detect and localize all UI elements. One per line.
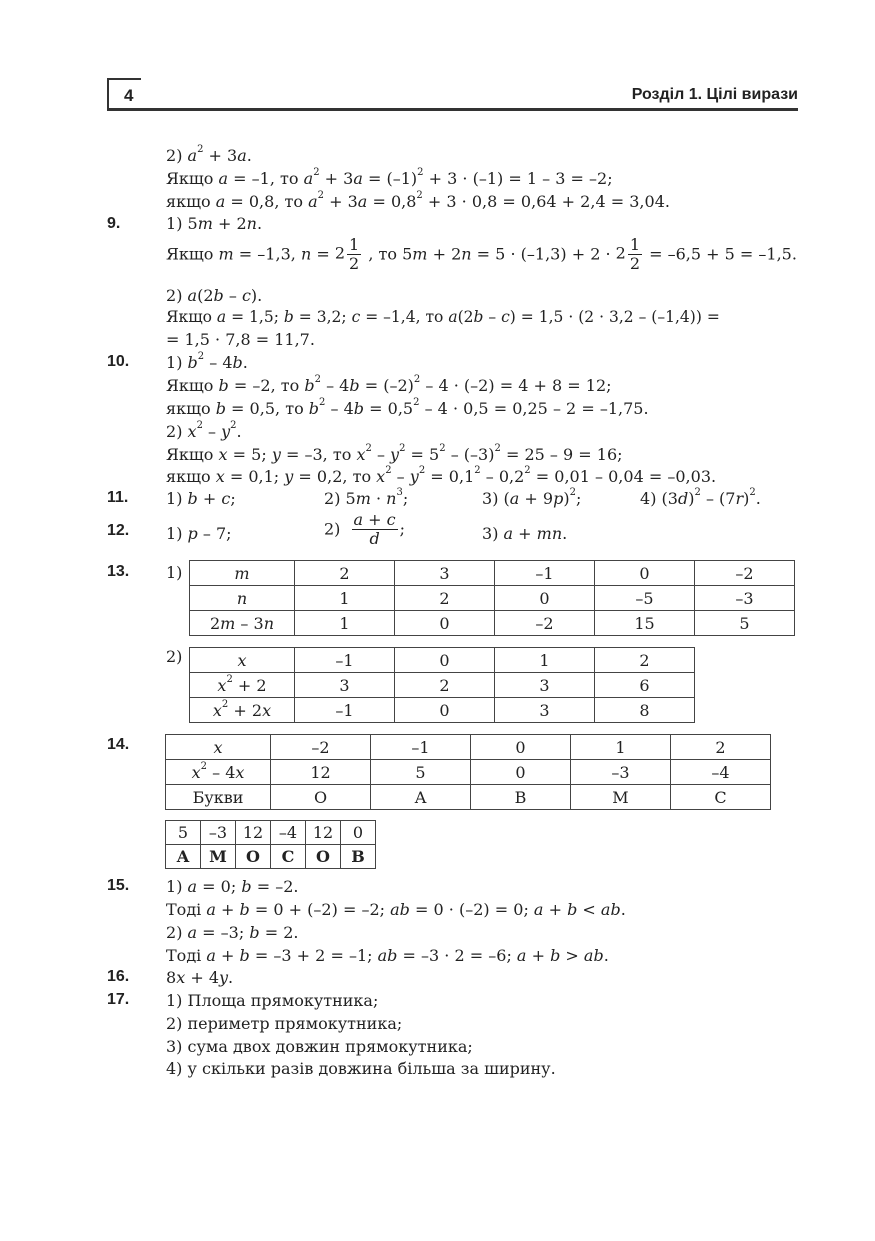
table-cell: М — [571, 785, 671, 810]
p9-line-4: Якщо a = 1,5; b = 3,2; c = –1,4, то a(2b – c) = 1,5 · (2 · 3,2 – (–1,4)) = — [166, 308, 720, 326]
p8-line-2: Якщо a = –1, то $a^2 + 3a = (-1)^2 + 3 \cdot (-1) = 1 - 3 = -2$; — [166, 167, 613, 188]
fraction-denominator: 2 — [349, 253, 360, 273]
problem-number-12: 12. — [107, 522, 130, 539]
table-cell: –3 — [695, 586, 795, 611]
p12-answer-2-label: 2) — [324, 519, 341, 539]
table-cell: 6 — [595, 673, 695, 698]
table-cell: 1 — [571, 735, 671, 760]
table-cell: n — [190, 586, 295, 611]
table-cell: m — [190, 561, 295, 586]
table-cell: x — [166, 735, 271, 760]
p17-line-4: 4) у скільки разів довжина більша за ширину. — [166, 1059, 556, 1078]
fraction-numerator: 1 — [349, 235, 360, 254]
p8-line-1: 2) $a^2 + 3a$. — [166, 144, 252, 165]
table-cell: 5 — [166, 821, 201, 845]
table-cell: 5 — [371, 760, 471, 785]
fraction-numerator: 1 — [629, 235, 641, 254]
p13-label-2: 2) — [166, 647, 183, 666]
p11-answer-1: 1) b + c; — [166, 489, 236, 508]
chapter-title: Розділ 1. Цілі вирази — [631, 86, 798, 103]
table-cell: x — [190, 648, 295, 673]
p13-table-2 — [189, 647, 695, 723]
table-cell: –1 — [495, 561, 595, 586]
table-cell: 3 — [495, 698, 595, 723]
table-cell: –2 — [495, 611, 595, 636]
p17-line-2: 2) периметр прямокутника; — [166, 1014, 403, 1033]
table-cell: –4 — [271, 821, 306, 845]
table-cell: 3 — [395, 561, 495, 586]
table-row — [166, 735, 771, 760]
p17-line-3: 3) сума двох довжин прямокутника; — [166, 1037, 473, 1056]
problem-number-9: 9. — [107, 215, 121, 232]
mixed-number-1 — [335, 236, 363, 272]
table-cell: О — [306, 845, 341, 869]
page-number: 4 — [124, 86, 134, 105]
table-cell: 3 — [295, 673, 395, 698]
p11-answer-4: 4) $(3d)^2 - (7r)^2$. — [640, 487, 761, 508]
table-cell: 0 — [595, 561, 695, 586]
table-cell: –1 — [295, 648, 395, 673]
table-cell: 0 — [395, 611, 495, 636]
table-cell: О — [236, 845, 271, 869]
fraction — [347, 236, 361, 272]
table-cell: 0 — [395, 698, 495, 723]
p12-answer-1: 1) p – 7; — [166, 524, 232, 543]
table-cell: –3 — [571, 760, 671, 785]
p10-line-5: Якщо x = 5; y = –3, то $x^2 - y^2 = 5^2 - (-3)^2 = 25 - 9 = 16$; — [166, 443, 623, 464]
p8-line-3: якщо a = 0,8, то $a^2 + 3a = 0,8^2 + 3 \cdot 0,8 = 0,64 + 2,4 = 3,04$. — [166, 190, 670, 211]
p14-word-table — [165, 820, 376, 869]
fraction-numerator: a + c — [353, 510, 396, 529]
mixed-whole: 2 — [334, 243, 346, 263]
table-cell: 0 — [471, 735, 571, 760]
table-cell: 3 — [495, 673, 595, 698]
mixed-number-2 — [616, 236, 644, 272]
p14-table-1 — [165, 734, 771, 810]
table-row — [190, 673, 695, 698]
table-cell: О — [271, 785, 371, 810]
table-cell: –1 — [295, 698, 395, 723]
table-cell: $x^2 + 2$ — [190, 673, 295, 698]
table-cell: 0 — [471, 760, 571, 785]
p10-line-6: якщо x = 0,1; y = 0,2, то $x^2 - y^2 = 0,1^2 - 0,2^2 = 0,01 - 0,04 = -0,03$. — [166, 465, 717, 486]
table-cell: 12 — [271, 760, 371, 785]
p10-line-1: 1) $b^2 - 4b$. — [166, 351, 248, 372]
table-row — [190, 648, 695, 673]
table-cell: А — [166, 845, 201, 869]
p12-answer-3: 3) a + mn. — [482, 524, 568, 543]
table-cell: В — [471, 785, 571, 810]
table-row — [166, 845, 376, 869]
table-cell: 1 — [495, 648, 595, 673]
table-cell: 12 — [236, 821, 271, 845]
table-cell: 2 — [295, 561, 395, 586]
p10-line-3: якщо b = 0,5, то $b^2 - 4b = 0,5^2 - 4 \cdot 0,5 = 0,25 - 2 = -1,75$. — [166, 397, 649, 418]
problem-number-13: 13. — [107, 563, 130, 580]
table-cell: –4 — [671, 760, 771, 785]
table-cell: Букви — [166, 785, 271, 810]
table-cell: 2m – 3n — [190, 611, 295, 636]
header-rule — [107, 108, 798, 111]
p12-answer-2 — [324, 511, 405, 547]
table-row — [166, 785, 771, 810]
table-row — [190, 561, 795, 586]
table-cell: В — [341, 845, 376, 869]
table-cell: А — [371, 785, 471, 810]
p9-line-2 — [166, 236, 797, 272]
problem-number-17: 17. — [107, 991, 130, 1008]
table-cell: 1 — [295, 611, 395, 636]
fraction — [628, 236, 642, 272]
table-cell: 0 — [395, 648, 495, 673]
table-cell: 2 — [395, 673, 495, 698]
mixed-whole: 2 — [615, 243, 626, 263]
problem-number-16: 16. — [107, 968, 130, 985]
table-cell: 5 — [695, 611, 795, 636]
p13-table-1 — [189, 560, 795, 636]
table-row — [190, 611, 795, 636]
table-cell: $x^2 - 4x$ — [166, 760, 271, 785]
table-cell: –2 — [271, 735, 371, 760]
problem-number-10: 10. — [107, 353, 130, 370]
table-cell: 15 — [595, 611, 695, 636]
table-cell: –1 — [371, 735, 471, 760]
table-row — [190, 586, 795, 611]
p10-line-2: Якщо b = –2, то $b^2 - 4b = (-2)^2 - 4 \cdot (-2) = 4 + 8 = 12$; — [166, 374, 612, 395]
problem-number-11: 11. — [107, 489, 129, 506]
table-cell: 1 — [295, 586, 395, 611]
p15-line-1: 1) a = 0; b = –2. — [166, 877, 299, 896]
p11-answer-3: 3) $(a + 9p)^2$; — [482, 487, 582, 508]
table-row — [166, 760, 771, 785]
p16-line-1: 8x + 4y. — [166, 968, 234, 987]
table-cell: –3 — [201, 821, 236, 845]
p9-line-2b: , то 5m + 2n = 5 · (–1,3) + 2 · — [368, 244, 611, 264]
problem-number-14: 14. — [107, 736, 130, 753]
p9-line-5: = 1,5 · 7,8 = 11,7. — [166, 330, 315, 349]
table-cell: С — [671, 785, 771, 810]
table-cell: –5 — [595, 586, 695, 611]
table-cell: –2 — [695, 561, 795, 586]
table-cell: 8 — [595, 698, 695, 723]
p9-line-2c: = –6,5 + 5 = –1,5. — [649, 244, 797, 264]
table-cell: С — [271, 845, 306, 869]
p11-answer-2: 2) $5m \cdot n^3$; — [324, 487, 409, 508]
table-cell: 2 — [395, 586, 495, 611]
p15-line-2: Тоді a + b = 0 + (–2) = –2; ab = 0 · (–2) = 0; a + b < ab. — [166, 900, 626, 919]
p12-answer-2-semicolon: ; — [399, 519, 406, 539]
fraction-denominator: d — [369, 528, 380, 548]
table-cell: 0 — [341, 821, 376, 845]
p15-line-3: 2) a = –3; b = 2. — [166, 923, 299, 942]
p9-line-2a: Якщо m = –1,3, n = — [166, 244, 330, 264]
table-cell: $x^2 + 2x$ — [190, 698, 295, 723]
p9-line-3: 2) a(2b – c). — [166, 286, 263, 305]
problem-number-15: 15. — [107, 877, 130, 894]
p15-line-4: Тоді a + b = –3 + 2 = –1; ab = –3 · 2 = –6; a + b > ab. — [166, 946, 609, 965]
table-row — [166, 821, 376, 845]
table-row — [190, 698, 695, 723]
p10-line-4: 2) $x^2 - y^2$. — [166, 420, 242, 441]
p9-line-1: 1) 5m + 2n. — [166, 214, 263, 233]
table-cell: 2 — [595, 648, 695, 673]
table-cell: 12 — [306, 821, 341, 845]
table-cell: 0 — [495, 586, 595, 611]
table-cell: 2 — [671, 735, 771, 760]
fraction-denominator: 2 — [629, 253, 641, 273]
p17-line-1: 1) Площа прямокутника; — [166, 991, 379, 1010]
table-cell: М — [201, 845, 236, 869]
fraction — [352, 511, 398, 547]
p13-label-1: 1) — [166, 563, 183, 582]
